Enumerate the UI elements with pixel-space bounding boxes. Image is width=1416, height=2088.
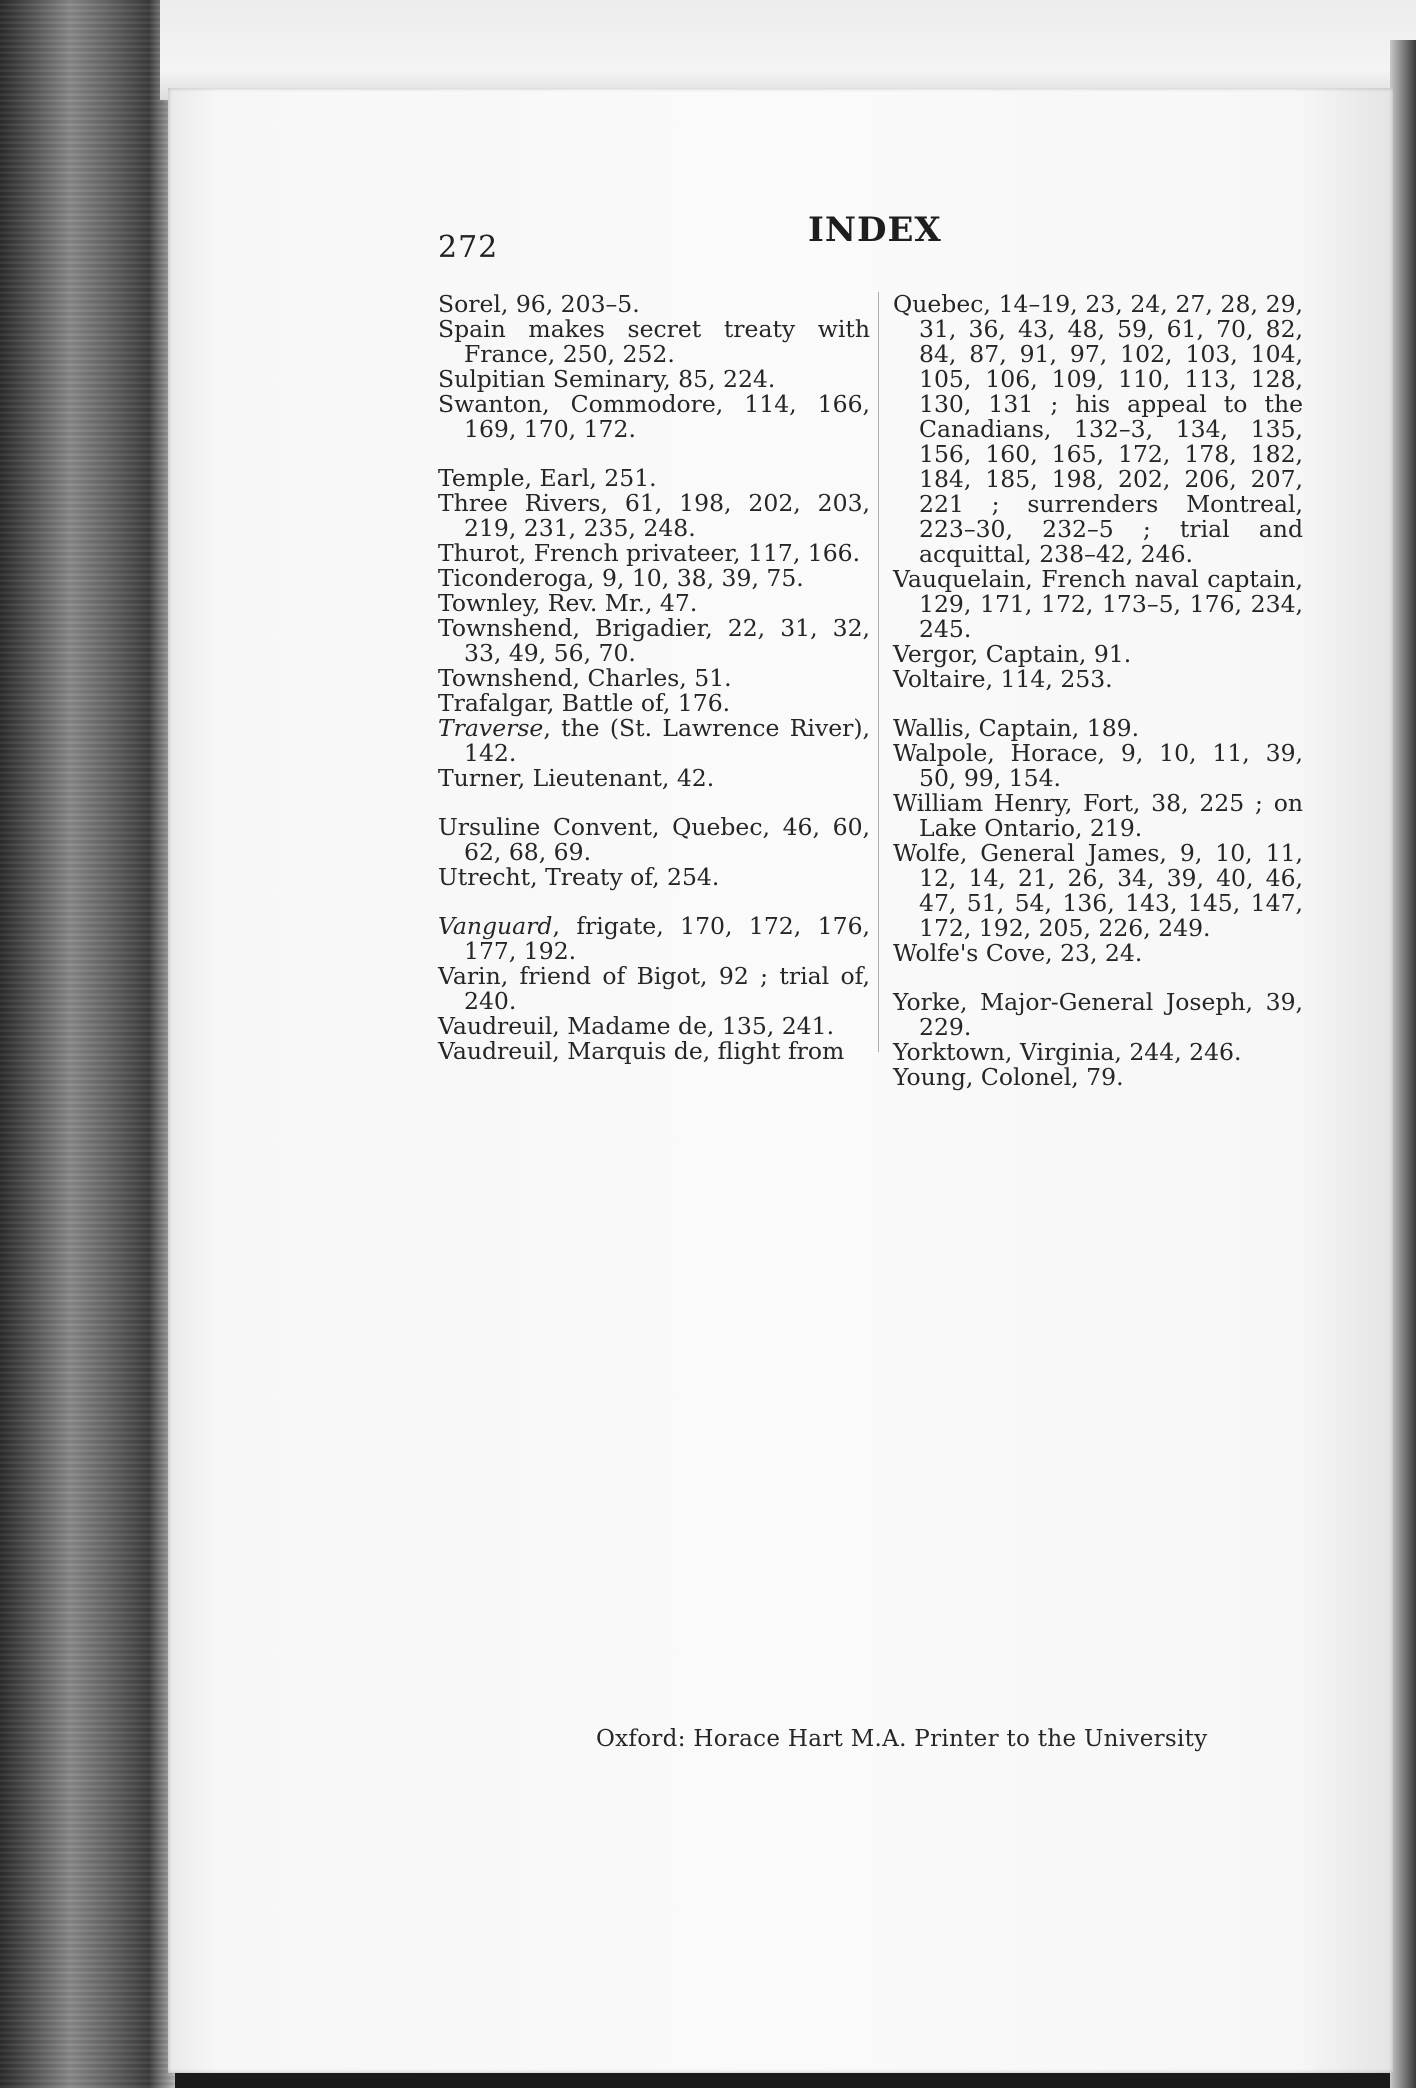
page-number: 272 xyxy=(438,230,499,265)
index-entry: Vauquelain, French naval captain, 129, 171, 172, 173–5, 176, 234, 245. xyxy=(893,565,1303,643)
index-entry: William Henry, Fort, 38, 225 ; on Lake Ontario, 219. xyxy=(893,789,1303,842)
index-entry: Vaudreuil, Marquis de, flight from xyxy=(438,1037,845,1065)
index-entry: Swanton, Commodore, 114, 166, 169, 170, 172. xyxy=(438,390,870,443)
section-gap xyxy=(438,442,870,466)
section-gap xyxy=(893,966,1303,990)
index-entry: Yorktown, Virginia, 244, 246. xyxy=(893,1038,1242,1066)
index-entry: Wolfe, General James, 9, 10, 11, 12, 14, 21, 26, 34, 39, 40, 46, 47, 51, 54, 136, 143, 145, 147, 172, 192, 205, 226, 249. xyxy=(893,839,1303,942)
index-entry: Sorel, 96, 203–5. xyxy=(438,290,640,318)
index-entry xyxy=(438,716,870,766)
index-entry: Ticonderoga, 9, 10, 38, 39, 75. xyxy=(438,564,804,592)
index-entry: Vergor, Captain, 91. xyxy=(893,640,1132,668)
index-entry: Young, Colonel, 79. xyxy=(893,1063,1124,1091)
index-entry: Spain makes secret treaty with France, 250, 252. xyxy=(438,315,870,368)
index-entry: Vaudreuil, Madame de, 135, 241. xyxy=(438,1012,835,1040)
index-entry: Sulpitian Seminary, 85, 224. xyxy=(438,365,776,393)
index-entry: Townshend, Brigadier, 22, 31, 32, 33, 49, 56, 70. xyxy=(438,614,870,667)
index-entry: Walpole, Horace, 9, 10, 11, 39, 50, 99, 154. xyxy=(893,739,1303,792)
spine-texture xyxy=(0,0,175,2088)
right-page-edge xyxy=(1390,40,1416,2088)
index-entry: Wolfe's Cove, 23, 24. xyxy=(893,939,1143,967)
index-entry: Yorke, Major-General Joseph, 39, 229. xyxy=(893,988,1303,1041)
index-entry: Wallis, Captain, 189. xyxy=(893,714,1140,742)
entry-text: , frigate, 170, 172, 176, 177, 192. xyxy=(464,912,870,965)
page-heading: INDEX xyxy=(808,210,942,250)
section-gap xyxy=(438,890,870,914)
index-column-right xyxy=(893,292,1303,1090)
index-entry: Varin, friend of Bigot, 92 ; trial of, 240. xyxy=(438,962,870,1015)
index-entry: Quebec, 14–19, 23, 24, 27, 28, 29, 31, 36, 43, 48, 59, 61, 70, 82, 84, 87, 91, 97, 102, 103, 104, 105, 106, 109, 110, 113, 128, 130, 131 ; his appeal to the Canadians, 132–3, 134, 135, 156, 160, 165, 172, 178, 182, 184, 185, 198, 202, 206, 207, 221 ; surrenders Montreal, 223–30, 232–5 ; trial and acquittal, 238–42, 246. xyxy=(893,290,1303,568)
index-column-left xyxy=(438,292,870,1064)
index-entry: Turner, Lieutenant, 42. xyxy=(438,764,715,792)
section-gap xyxy=(893,692,1303,716)
index-entry: Townshend, Charles, 51. xyxy=(438,664,732,692)
column-divider xyxy=(878,292,879,1052)
printer-imprint: Oxford: Horace Hart M.A. Printer to the University xyxy=(596,1726,1208,1752)
index-entry: Ursuline Convent, Quebec, 46, 60, 62, 68, 69. xyxy=(438,813,870,866)
index-entry: Townley, Rev. Mr., 47. xyxy=(438,589,698,617)
entry-italic-term: Traverse xyxy=(438,714,544,742)
index-entry xyxy=(438,914,870,964)
index-entry: Utrecht, Treaty of, 254. xyxy=(438,863,720,891)
entry-text: , the (St. Lawrence River), 142. xyxy=(464,714,870,767)
underlying-page-edge xyxy=(160,0,1416,100)
index-entry: Thurot, French privateer, 117, 166. xyxy=(438,539,861,567)
entry-italic-term: Vanguard xyxy=(438,912,553,940)
index-entry: Three Rivers, 61, 198, 202, 203, 219, 231, 235, 248. xyxy=(438,489,870,542)
index-entry: Trafalgar, Battle of, 176. xyxy=(438,689,731,717)
index-entry: Temple, Earl, 251. xyxy=(438,464,657,492)
index-entry: Voltaire, 114, 253. xyxy=(893,665,1113,693)
section-gap xyxy=(438,791,870,815)
